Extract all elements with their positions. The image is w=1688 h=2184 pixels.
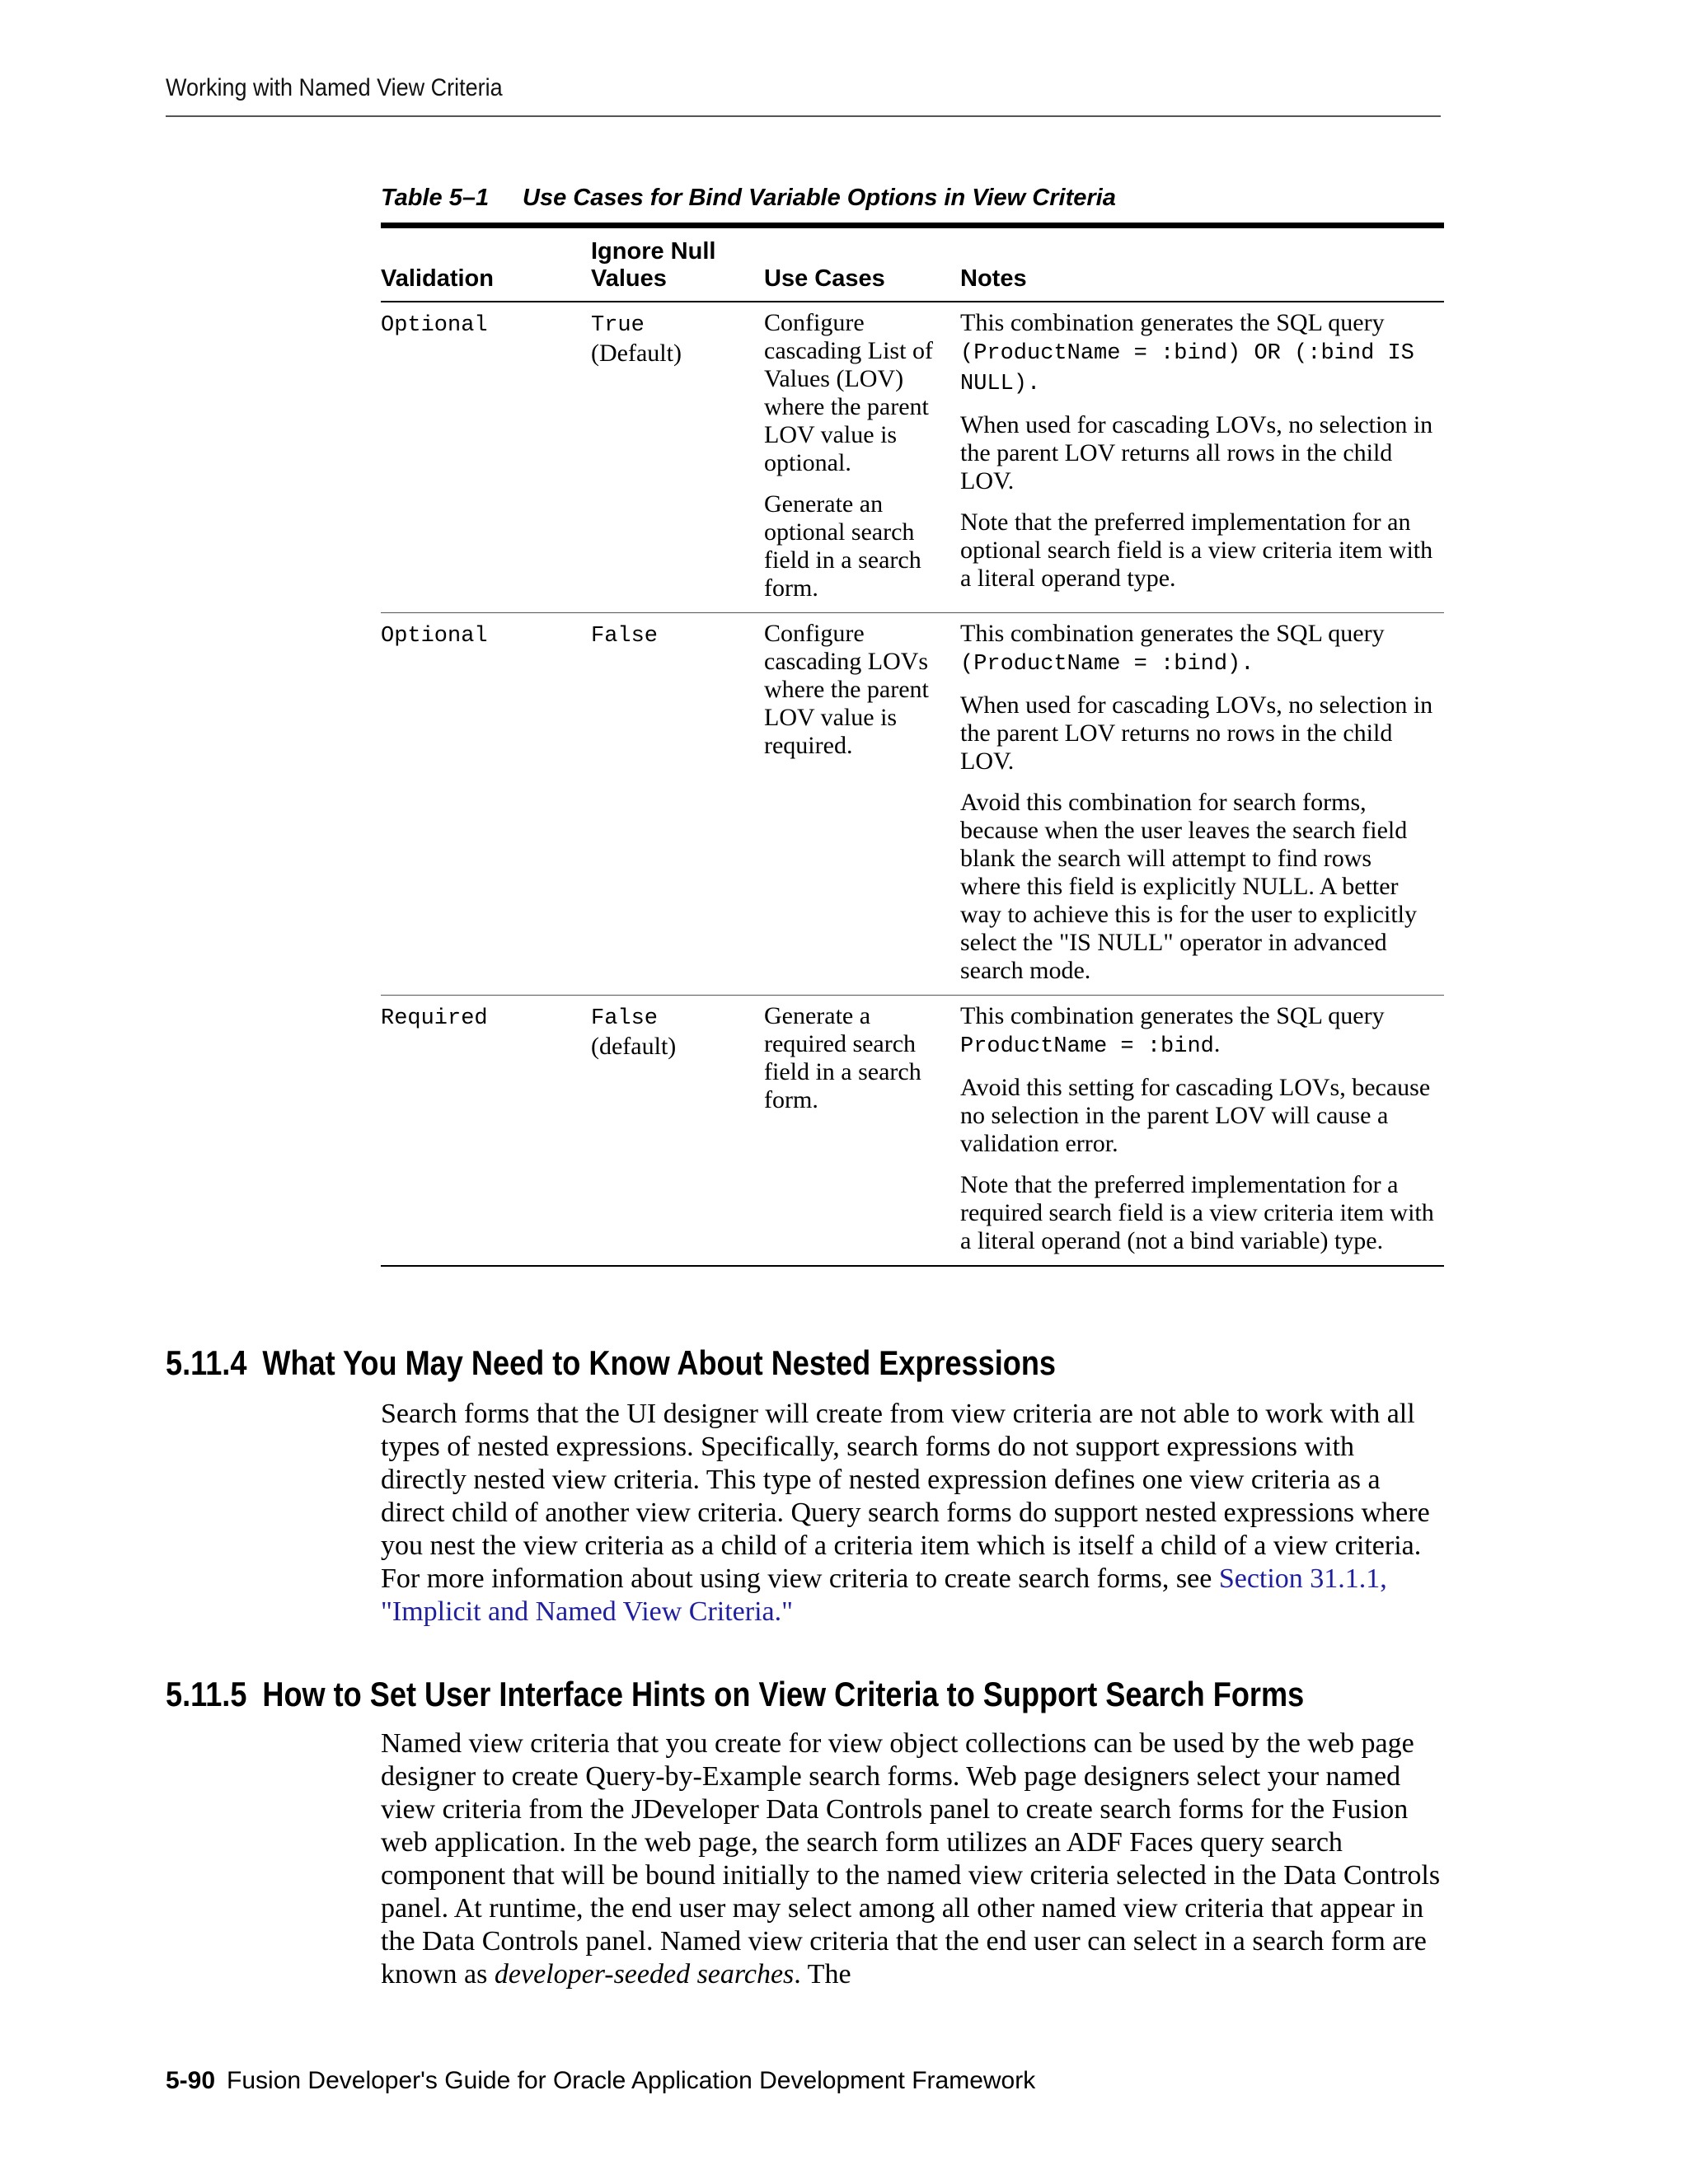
table-row — [381, 302, 1444, 613]
ignore-null-value: True — [591, 313, 645, 338]
table-row — [381, 613, 1444, 996]
body-text-end: . The — [794, 1959, 851, 1990]
notes-sql-prefix: This combination generates the SQL query — [960, 309, 1385, 336]
section-title: What You May Need to Know About Nested Expressions — [262, 1343, 1057, 1382]
page-footer — [166, 2067, 1035, 2095]
notes-sql-prefix: This combination generates the SQL query — [960, 620, 1385, 647]
cell-use-cases — [764, 613, 960, 996]
notes-sql-code: (ProductName = :bind). — [960, 652, 1254, 677]
column-header-notes: Notes — [960, 226, 1444, 302]
use-case-text: Configure cascading List of Values (LOV) where the parent LOV value is optional. — [764, 309, 933, 476]
column-header-ignore-null-text: Ignore Null Values — [591, 238, 716, 292]
bind-variable-use-cases-table — [381, 223, 1444, 1267]
cell-notes — [960, 613, 1444, 996]
notes-sql-suffix: . — [1213, 1030, 1221, 1057]
notes-sql-text — [960, 620, 1437, 678]
ignore-null-value: False — [591, 1006, 659, 1031]
cell-notes — [960, 302, 1444, 613]
cell-use-cases — [764, 996, 960, 1267]
table-caption-number: Table 5–1 — [381, 185, 490, 211]
header-divider — [166, 115, 1441, 117]
validation-value: Optional — [381, 624, 488, 649]
table-row — [381, 996, 1444, 1267]
cell-validation — [381, 302, 591, 613]
section-body-ui-hints — [381, 1727, 1444, 1991]
cell-use-cases — [764, 302, 960, 613]
cell-ignore-null — [591, 613, 764, 996]
cell-ignore-null — [591, 302, 764, 613]
validation-value: Required — [381, 1006, 488, 1031]
section-number: 5.11.5 — [166, 1675, 247, 1713]
validation-value: Optional — [381, 313, 488, 338]
table-caption — [381, 185, 1444, 212]
notes-text: Avoid this combination for search forms, because when the user leaves the search field blank the search will attempt to find rows where this field is explicitly NULL. A better way to achieve this is for the user to explicitly select the "IS NULL" operator in advanced search mode. — [960, 789, 1418, 984]
section-heading-ui-hints — [166, 1675, 1304, 1714]
notes-sql-prefix: This combination generates the SQL query — [960, 1002, 1385, 1029]
column-header-ignore-null — [591, 226, 764, 302]
notes-text: Note that the preferred implementation for a required search field is a view criteria item with a literal operand (not a bind variable) type. — [960, 1171, 1434, 1254]
use-case-text: Generate an optional search field in a search form. — [764, 490, 921, 602]
notes-sql-code: ProductName = :bind — [960, 1034, 1214, 1059]
section-number: 5.11.4 — [166, 1343, 247, 1382]
cell-ignore-null — [591, 996, 764, 1267]
table-caption-title: Use Cases for Bind Variable Options in View Criteria — [523, 185, 1116, 211]
notes-sql-code: (ProductName = :bind) OR (:bind IS NULL). — [960, 341, 1414, 396]
ignore-null-value: False — [591, 624, 659, 649]
cell-validation — [381, 996, 591, 1267]
notes-text: When used for cascading LOVs, no selection in the parent LOV returns all rows in the child LOV. — [960, 411, 1433, 494]
section-cross-reference-link[interactable]: Section 31.1.1, "Implicit and Named View Criteria." — [381, 1563, 1387, 1627]
notes-text: When used for cascading LOVs, no selection in the parent LOV returns no rows in the child LOV. — [960, 691, 1433, 775]
notes-text: Avoid this setting for cascading LOVs, because no selection in the parent LOV will cause a validation error. — [960, 1074, 1431, 1157]
cell-validation — [381, 613, 591, 996]
use-case-text: Generate a required search field in a search form. — [764, 1002, 921, 1113]
notes-text: Note that the preferred implementation for an optional search field is a view criteria item with a literal operand type. — [960, 509, 1433, 592]
ignore-null-note: (Default) — [591, 340, 682, 367]
footer-page-number: 5-90 — [166, 2067, 216, 2094]
running-header: Working with Named View Criteria — [166, 74, 503, 101]
column-header-validation: Validation — [381, 226, 591, 302]
table-header-row — [381, 226, 1444, 302]
footer-book-title: Fusion Developer's Guide for Oracle Application Development Framework — [227, 2067, 1036, 2094]
column-header-use-cases: Use Cases — [764, 226, 960, 302]
section-title: How to Set User Interface Hints on View Criteria to Support Search Forms — [262, 1675, 1305, 1713]
notes-sql-text — [960, 1002, 1437, 1061]
body-text: Named view criteria that you create for view object collections can be used by the web page designer to create Query-by-Example search forms. Web page designers select your named view criteria from the JDeveloper Data Controls panel to create search forms for the Fusion web application. In the web page, the search form utilizes an ADF Faces query search component that will be bound initially to the named view criteria selected in the Data Controls panel. At runtime, the end user may select among all other named view criteria that appear in the Data Controls panel. Named view criteria that the end user can select in a search form are known as — [381, 1728, 1441, 1990]
body-text: Search forms that the UI designer will create from view criteria are not able to work with all types of nested expressions. Specifically, search forms do not support expressions with directly nested view criteria. This type of nested expression defines one view criteria as a direct child of another view criteria. Query search forms do support nested expressions where you nest the view criteria as a child of a criteria item which is itself a child of a view criteria. For more information about using view criteria to create search forms, see — [381, 1399, 1430, 1594]
section-heading-nested-expressions — [166, 1343, 1056, 1383]
cell-notes — [960, 996, 1444, 1267]
emphasis-term: developer-seeded searches — [494, 1959, 795, 1990]
ignore-null-note: (default) — [591, 1033, 677, 1060]
use-case-text: Configure cascading LOVs where the parent LOV value is required. — [764, 620, 929, 759]
section-body-nested-expressions — [381, 1398, 1444, 1629]
notes-sql-text — [960, 309, 1437, 398]
